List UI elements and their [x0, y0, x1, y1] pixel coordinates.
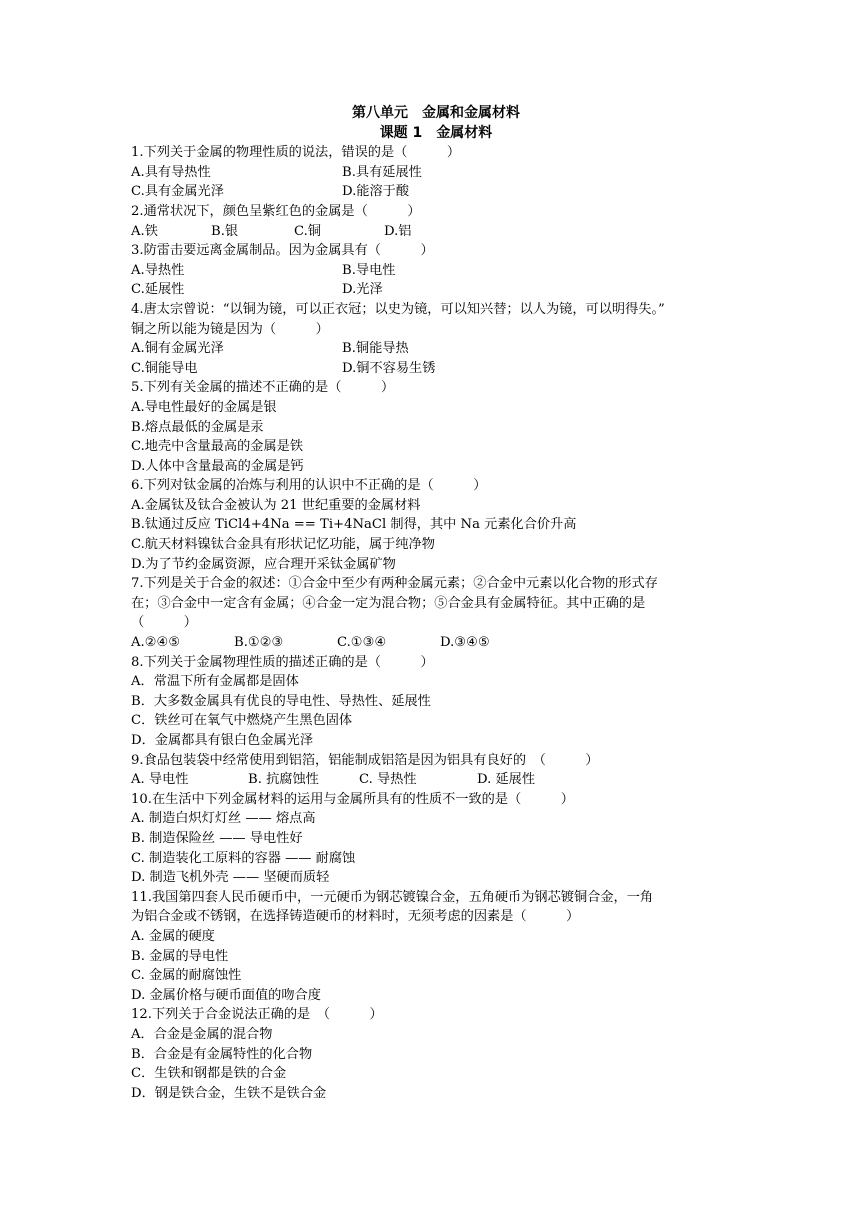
option-row — [131, 163, 741, 183]
option-d: D. 延展性 — [477, 772, 536, 788]
option-a: A. 制造白炽灯灯丝 —— 熔点高 — [131, 811, 316, 827]
option-b: B．合金是有金属特性的化合物 — [131, 1046, 313, 1062]
question-stem: 6.下列对钛金属的冶炼与利用的认识中不正确的是（ ） — [131, 478, 487, 494]
option-a: A.导热性 — [131, 262, 185, 278]
option-c: C．铁丝可在氧气中燃烧产生黑色固体 — [131, 713, 353, 729]
option-d: D.人体中含量最高的金属是钙 — [131, 458, 304, 474]
option-c: C. 制造装化工原料的容器 —— 耐腐蚀 — [131, 850, 356, 866]
option-a: A.导电性最好的金属是银 — [131, 399, 277, 415]
question-stem-continued: 为铝合金或不锈钢，在选择铸造硬币的材料时，无须考虑的因素是（ ） — [131, 909, 580, 925]
option-row — [131, 339, 741, 359]
question-stem: 10.在生活中下列金属材料的运用与金属所具有的性质不一致的是（ ） — [131, 791, 574, 807]
worksheet-page — [131, 104, 741, 1103]
question-stem: 7.下列是关于合金的叙述：①合金中至少有两种金属元素；②合金中元素以化合物的形式存 — [131, 576, 658, 592]
option-a: A．合金是金属的混合物 — [131, 1026, 273, 1042]
option-a: A.铜有金属光泽 — [131, 341, 224, 357]
lesson-title: 课题 1 金属材料 — [379, 124, 493, 141]
option-a: A. 金属的硬度 — [131, 928, 215, 944]
option-b: B．大多数金属具有优良的导电性、导热性、延展性 — [131, 693, 431, 709]
option-a: A.②④⑤ — [131, 635, 181, 651]
option-b: B.铜能导热 — [342, 341, 409, 357]
option-row — [131, 359, 741, 379]
option-c: C.铜 — [294, 223, 321, 239]
question-stem-continued: （ ） — [131, 615, 197, 631]
option-c: C.具有金属光泽 — [131, 184, 224, 200]
option-d: D.光泽 — [342, 282, 383, 298]
option-d: D.为了节约金属资源，应合理开采钛金属矿物 — [131, 556, 396, 572]
option-b: B.银 — [211, 223, 239, 239]
option-c: C. 金属的耐腐蚀性 — [131, 968, 242, 984]
unit-title: 第八单元 金属和金属材料 — [352, 105, 520, 121]
option-a: A.金属钛及钛合金被认为 21 世纪重要的金属材料 — [131, 497, 421, 513]
question-stem: 12.下列关于合金说法正确的是 （ ） — [131, 1007, 383, 1023]
option-row — [131, 770, 741, 790]
option-row — [131, 222, 741, 242]
option-a: A．常温下所有金属都是固体 — [131, 674, 299, 690]
option-row — [131, 261, 741, 281]
question-stem: 8.下列关于金属物理性质的描述正确的是（ ） — [131, 654, 434, 670]
option-row — [131, 280, 741, 300]
option-d: D.③④⑤ — [440, 635, 490, 651]
option-c: C.①③④ — [337, 635, 387, 651]
option-d: D．钢是铁合金，生铁不是铁合金 — [131, 1085, 327, 1101]
option-d: D.铝 — [384, 223, 412, 239]
option-row — [131, 182, 741, 202]
option-c: C. 导热性 — [359, 772, 417, 788]
question-stem: 3.防雷击要远离金属制品。因为金属具有（ ） — [131, 243, 434, 259]
option-b: B.导电性 — [342, 262, 396, 278]
option-b: B. 金属的导电性 — [131, 948, 229, 964]
option-b: B.钛通过反应 TiCl4+4Na == Ti+4NaCl 制得，其中 Na 元素化合价升高 — [131, 517, 577, 533]
option-c: C.延展性 — [131, 282, 185, 298]
question-stem: 9.食品包装袋中经常使用到铝箔，铝能制成铝箔是因为铝具有良好的 （ ） — [131, 752, 599, 768]
question-stem: 2.通常状况下，颜色呈紫红色的金属是（ ） — [131, 203, 421, 219]
question-stem: 11.我国第四套人民币硬币中，一元硬币为钢芯镀镍合金，五角硬币为钢芯镀铜合金，一角 — [131, 889, 654, 905]
option-d: D. 金属价格与硬币面值的吻合度 — [131, 987, 321, 1003]
option-a: A.铁 — [131, 223, 158, 239]
option-d: D. 制造飞机外壳 —— 坚硬而质轻 — [131, 870, 330, 886]
question-stem: 4.唐太宗曾说：“以铜为镜，可以正衣冠；以史为镜，可以知兴替；以人为镜，可以明得失。” — [131, 301, 665, 317]
question-stem-continued: 铜之所以能为镜是因为（ ） — [131, 321, 329, 337]
option-row — [131, 633, 741, 653]
option-d: D.能溶于酸 — [342, 184, 410, 200]
option-a: A.具有导热性 — [131, 164, 211, 180]
option-d: D.铜不容易生锈 — [342, 360, 436, 376]
option-b: B.具有延展性 — [342, 164, 422, 180]
option-b: B. 制造保险丝 —— 导电性好 — [131, 830, 303, 846]
option-c: C.铜能导电 — [131, 360, 198, 376]
option-b: B.①②③ — [234, 635, 284, 651]
option-c: C．生铁和钢都是铁的合金 — [131, 1066, 287, 1082]
option-d: D．金属都具有银白色金属光泽 — [131, 733, 314, 748]
question-stem: 1.下列关于金属的物理性质的说法，错误的是（ ） — [131, 145, 461, 161]
option-b: B.熔点最低的金属是汞 — [131, 419, 264, 435]
option-b: B. 抗腐蚀性 — [248, 772, 319, 788]
option-c: C.地壳中含量最高的金属是铁 — [131, 439, 304, 455]
question-stem-continued: 在；③合金中一定含有金属；④合金一定为混合物；⑤合金具有金属特征。其中正确的是 — [131, 595, 646, 611]
question-stem: 5.下列有关金属的描述不正确的是（ ） — [131, 380, 395, 396]
option-a: A. 导电性 — [131, 772, 189, 788]
option-c: C.航天材料镍钛合金具有形状记忆功能，属于纯净物 — [131, 537, 435, 553]
